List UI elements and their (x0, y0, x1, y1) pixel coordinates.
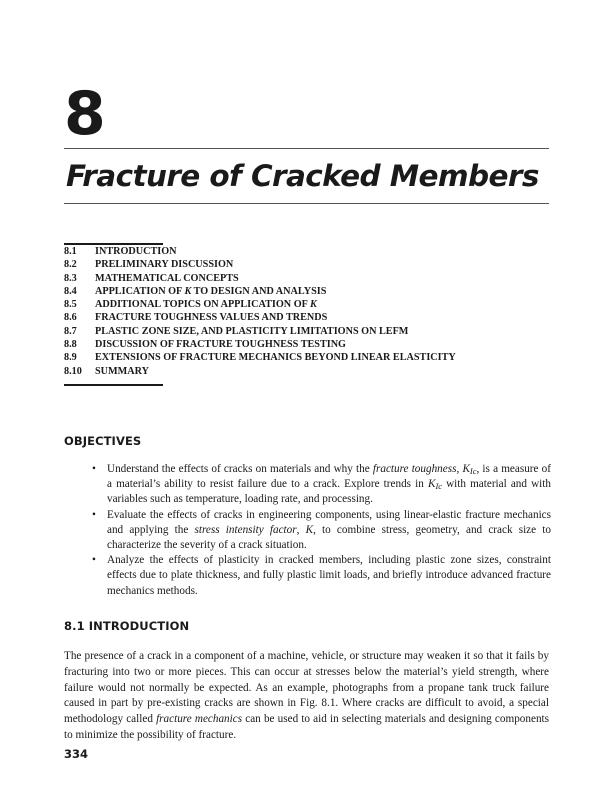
title-rule-bottom (64, 203, 549, 204)
toc-entry (64, 245, 554, 258)
title-rule-top (64, 148, 549, 149)
toc-entry-title: APPLICATION OF K TO DESIGN AND ANALYSIS (95, 285, 327, 297)
toc-entry (64, 311, 554, 324)
toc-entry-title: PLASTIC ZONE SIZE, AND PLASTICITY LIMITATIONS ON LEFM (95, 325, 409, 337)
toc-entry-title: PRELIMINARY DISCUSSION (95, 259, 234, 271)
toc-entry-number: 8.5 (64, 299, 77, 311)
toc-entry (64, 351, 554, 364)
toc-entry (64, 258, 554, 271)
objective-item: • Analyze the effects of plasticity in cracked members, including plastic zone sizes, constraint effects due to plate thickness, and fully plastic limit loads, and briefly introduce advanced fracture mechanics methods. (92, 554, 551, 597)
section-heading-introduction: 8.1 INTRODUCTION (64, 619, 190, 633)
bullet-icon: • (92, 508, 96, 521)
toc-entry-title: DISCUSSION OF FRACTURE TOUGHNESS TESTING (95, 339, 346, 351)
toc-entry-number: 8.1 (64, 246, 77, 257)
toc-entry-number: 8.2 (64, 259, 77, 271)
toc-entry-number: 8.7 (64, 325, 77, 337)
toc-entry-number: 8.8 (64, 339, 77, 351)
toc-entry-number: 8.3 (64, 272, 77, 284)
toc-entry-title: SUMMARY (95, 365, 149, 377)
objective-item: • Understand the effects of cracks on materials and why the fracture toughness, $K_{Ic}$, is a measure of a material’s ability to resist failure due to a crack. Explore trends in $K_{Ic}$ with material and with variables such as temperature, loading rate, and processing. (92, 463, 551, 506)
toc-entry-title: EXTENSIONS OF FRACTURE MECHANICS BEYOND LINEAR ELASTICITY (95, 352, 456, 364)
toc-entry-title: ADDITIONAL TOPICS ON APPLICATION OF K (95, 299, 317, 311)
chapter-title: Fracture of Cracked Members (66, 159, 539, 193)
toc-entry-number: 8.10 (64, 365, 82, 377)
toc-entry-number: 8.9 (64, 352, 77, 364)
chapter-contents (64, 245, 554, 378)
objectives-list (92, 462, 551, 599)
page-number: 334 (64, 747, 89, 761)
bullet-icon: • (92, 463, 96, 475)
toc-entry-number: 8.6 (64, 312, 77, 324)
toc-rule-bottom (64, 384, 163, 386)
toc-entry-title: FRACTURE TOUGHNESS VALUES AND TRENDS (95, 312, 328, 324)
toc-entry-title: INTRODUCTION (95, 246, 177, 257)
objectives-heading: OBJECTIVES (64, 434, 142, 448)
toc-entry (64, 338, 554, 351)
toc-entry (64, 298, 554, 311)
toc-entry (64, 285, 554, 298)
chapter-number: 8 (64, 79, 105, 149)
bullet-icon: • (92, 554, 96, 567)
objective-item: • Evaluate the effects of cracks in engineering components, using linear-elastic fracture mechanics and applying the stress intensity factor, K, to combine stress, geometry, and crack size to characterize the severity of a crack situation. (92, 508, 551, 552)
toc-entry-title: MATHEMATICAL CONCEPTS (95, 272, 239, 284)
toc-entry (64, 325, 554, 338)
toc-entry (64, 272, 554, 285)
toc-entry (64, 365, 554, 378)
intro-paragraph: The presence of a crack in a component of a machine, vehicle, or structure may weaken it so that it fails by fracturing into two or more pieces. This can occur at stresses below the material’s yield strength, where failure would not normally be expected. As an example, photographs from a propane tank truck failure caused in part by pre-existing cracks are shown in Fig. 8.1. Where cracks are difficult to avoid, a special methodology called fracture mechanics can be used to aid in selecting materials and designing components to minimize the possibility of fracture. (64, 650, 549, 741)
toc-entry-number: 8.4 (64, 285, 77, 297)
